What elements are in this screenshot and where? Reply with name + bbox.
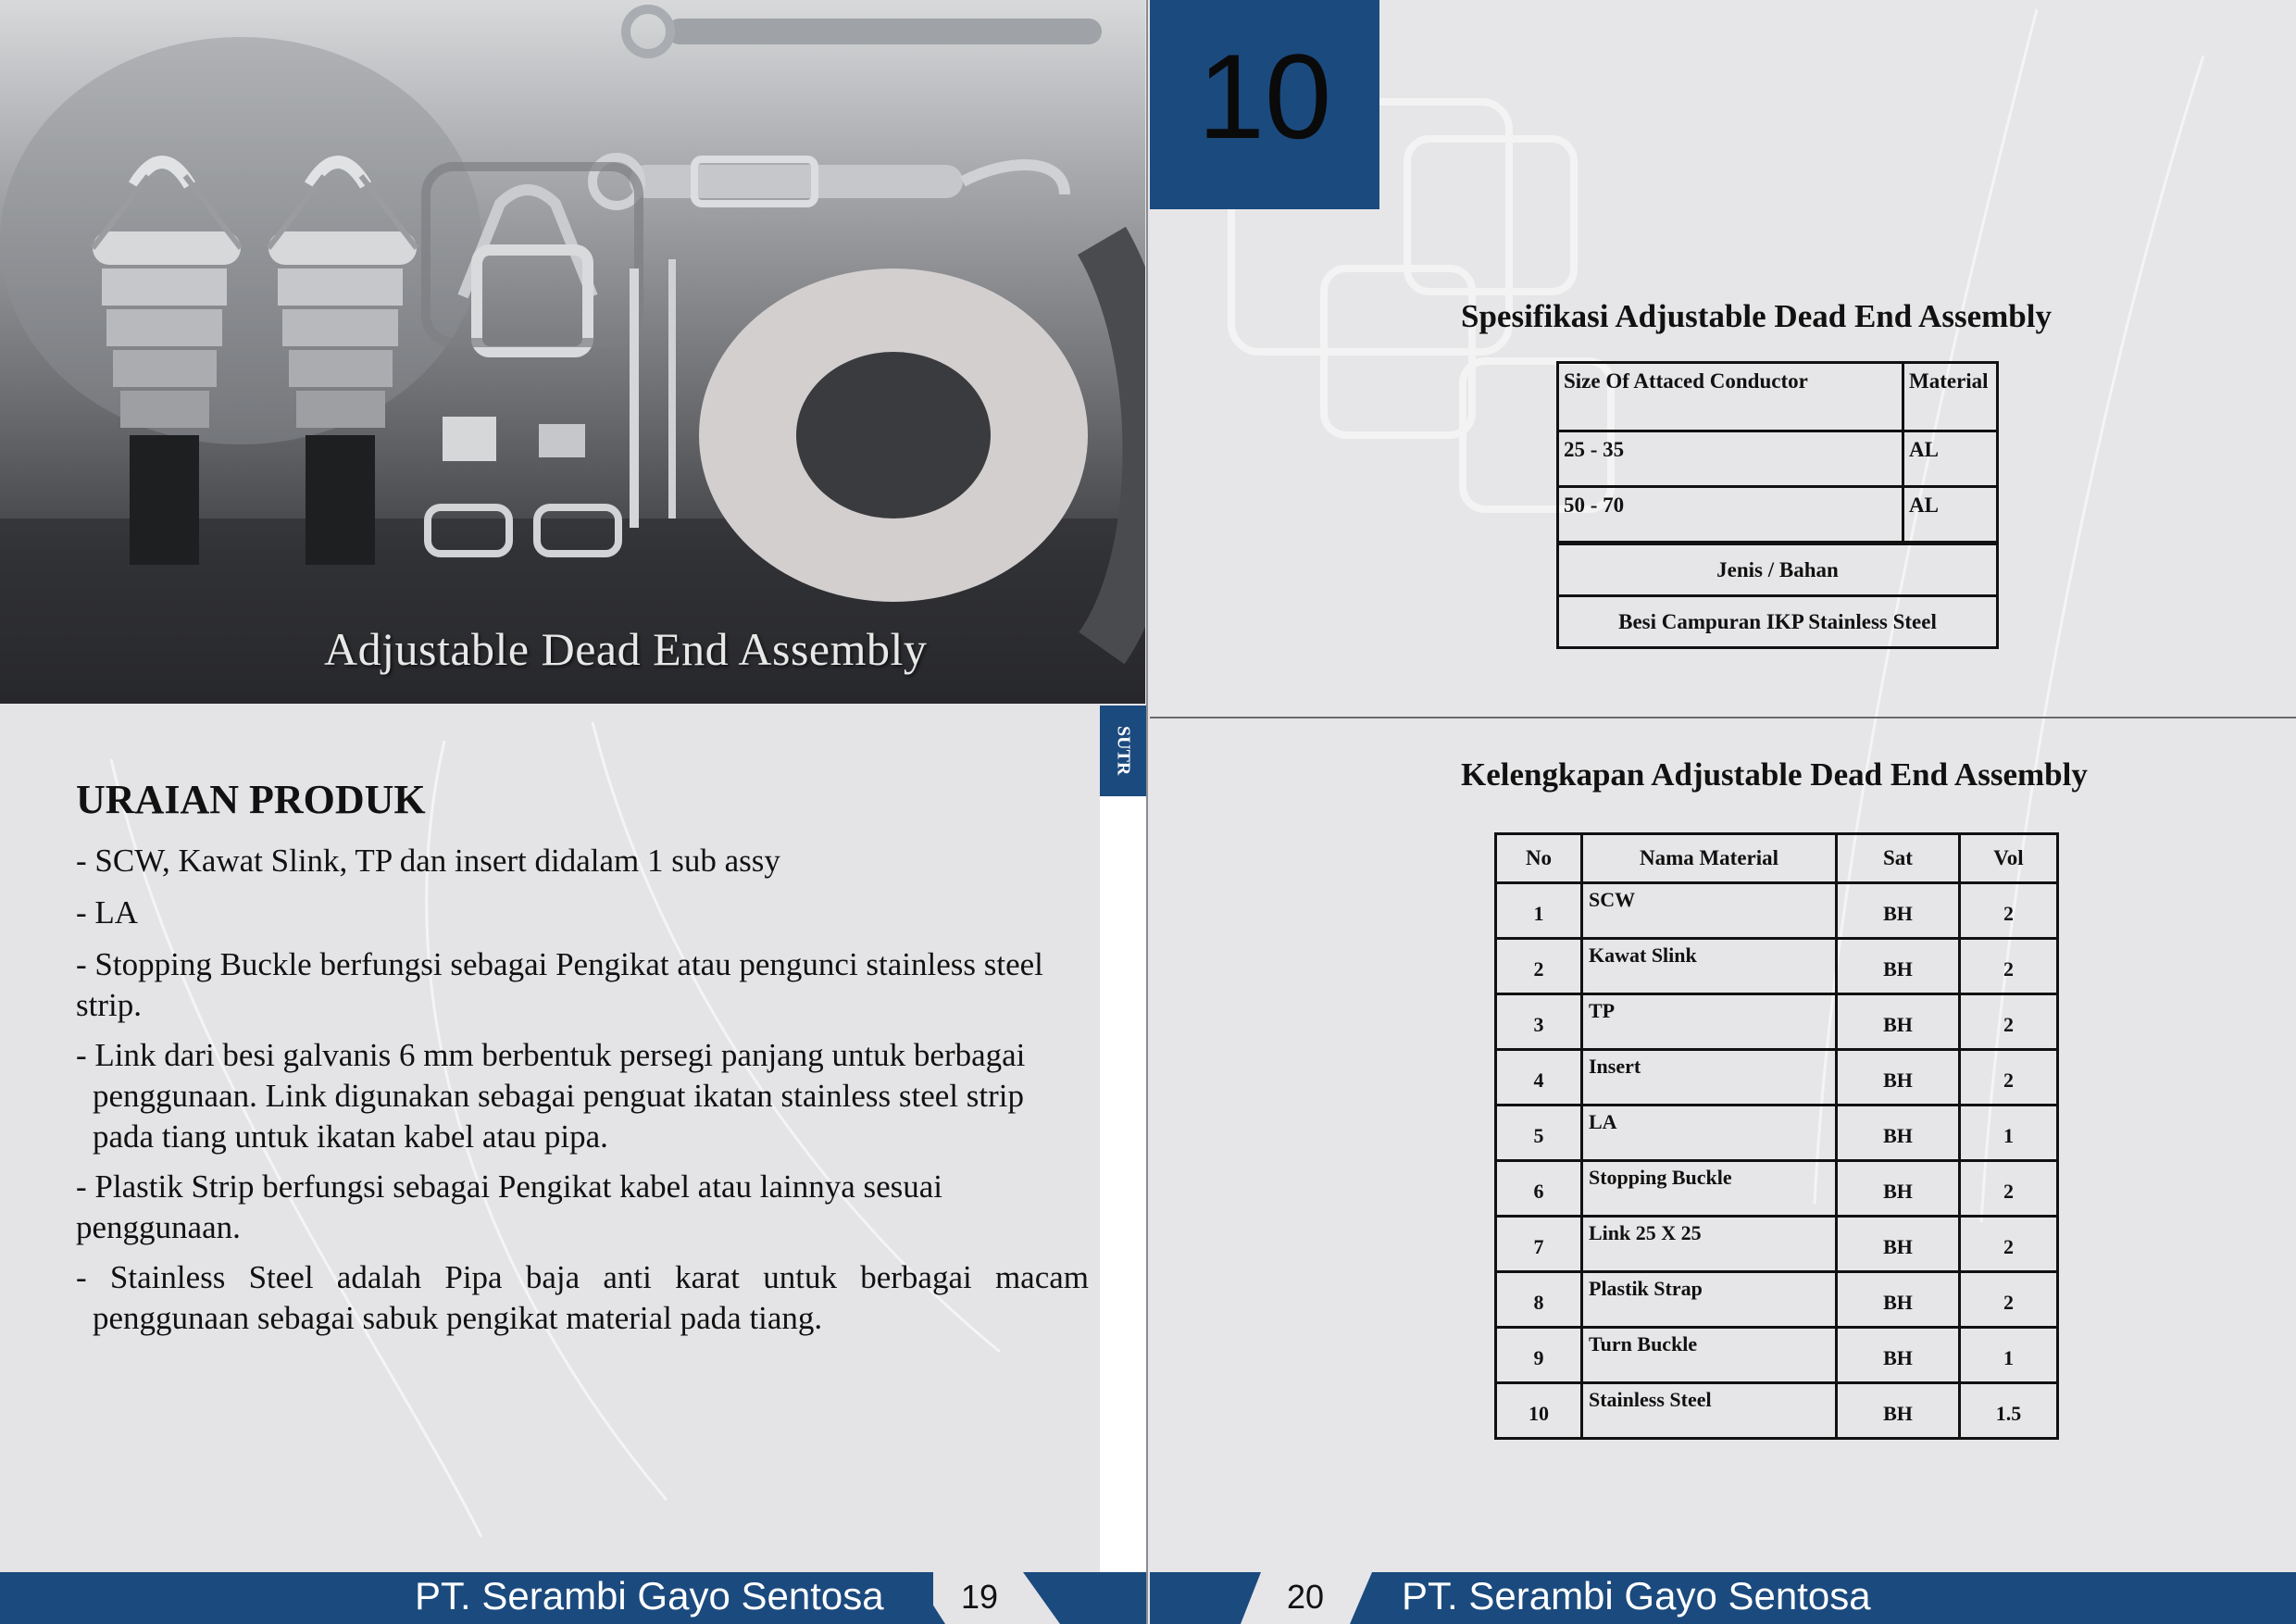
spec-cell: 25 - 35 bbox=[1558, 431, 1903, 487]
section-title: URAIAN PRODUK bbox=[76, 777, 426, 822]
cell-vol: 2 bbox=[1960, 883, 2058, 939]
cell-no: 1 bbox=[1496, 883, 1582, 939]
table-row bbox=[1558, 431, 1998, 487]
footer-company-left: PT. Serambi Gayo Sentosa bbox=[415, 1574, 884, 1618]
kelengkapan-title: Kelengkapan Adjustable Dead End Assembly bbox=[1461, 756, 2088, 793]
description-item: - Plastik Strip berfungsi sebagai Pengikat kabel atau lainnya sesuai penggunaan. bbox=[76, 1168, 943, 1245]
jenis-table bbox=[1556, 543, 1999, 649]
table-row bbox=[1496, 1161, 2058, 1217]
col-header-nama: Nama Material bbox=[1582, 834, 1837, 883]
cell-nama: Link 25 X 25 bbox=[1582, 1217, 1837, 1272]
cell-vol: 2 bbox=[1960, 1161, 2058, 1217]
cell-no: 6 bbox=[1496, 1161, 1582, 1217]
table-row bbox=[1496, 1217, 2058, 1272]
cell-nama: Insert bbox=[1582, 1050, 1837, 1106]
cell-nama: LA bbox=[1582, 1106, 1837, 1161]
book-spine bbox=[1146, 0, 1148, 1624]
cell-sat: BH bbox=[1837, 1106, 1960, 1161]
cell-sat: BH bbox=[1837, 939, 1960, 994]
table-row bbox=[1558, 487, 1998, 543]
kelengkapan-table bbox=[1494, 832, 2059, 1440]
spec-cell: AL bbox=[1903, 487, 1998, 543]
cell-vol: 2 bbox=[1960, 1272, 2058, 1328]
cell-nama: Stainless Steel bbox=[1582, 1383, 1837, 1439]
table-row bbox=[1496, 1328, 2058, 1383]
cell-no: 7 bbox=[1496, 1217, 1582, 1272]
cell-sat: BH bbox=[1837, 994, 1960, 1050]
cell-no: 8 bbox=[1496, 1272, 1582, 1328]
cell-no: 4 bbox=[1496, 1050, 1582, 1106]
description-item: - LA bbox=[76, 894, 139, 931]
description-item: - SCW, Kawat Slink, TP dan insert didalam 1 sub assy bbox=[76, 843, 780, 879]
cell-nama: SCW bbox=[1582, 883, 1837, 939]
cell-nama: Stopping Buckle bbox=[1582, 1161, 1837, 1217]
spec-table bbox=[1556, 361, 1999, 543]
description-item: - Stainless Steel adalah Pipa baja anti karat untuk berbagai macam penggunaan sebagai sabuk pengikat material pada tiang. bbox=[76, 1259, 1089, 1336]
table-row bbox=[1496, 1106, 2058, 1161]
col-header-no: No bbox=[1496, 834, 1582, 883]
section-divider bbox=[1150, 717, 2296, 718]
cell-no: 10 bbox=[1496, 1383, 1582, 1439]
spec-header-material: Material bbox=[1903, 363, 1998, 431]
page-edge-strip bbox=[1100, 796, 1146, 1574]
cell-vol: 2 bbox=[1960, 1050, 2058, 1106]
cell-sat: BH bbox=[1837, 1383, 1960, 1439]
footer-page-tab-right bbox=[1150, 1572, 1409, 1624]
description-item: - Link dari besi galvanis 6 mm berbentuk persegi panjang untuk berbagai penggunaan. Link digunakan sebagai penguat ikatan stainless steel strip pada tiang untuk ikatan kabel atau pipa. bbox=[76, 1037, 1026, 1155]
cell-nama: Turn Buckle bbox=[1582, 1328, 1837, 1383]
spec-title: Spesifikasi Adjustable Dead End Assembly bbox=[1461, 298, 2052, 334]
spec-cell: 50 - 70 bbox=[1558, 487, 1903, 543]
photo-caption: Adjustable Dead End Assembly bbox=[324, 623, 928, 675]
col-header-vol: Vol bbox=[1960, 834, 2058, 883]
cell-no: 9 bbox=[1496, 1328, 1582, 1383]
side-tab-label: SUTR bbox=[1113, 726, 1134, 776]
footer-page-tab-left bbox=[912, 1572, 1153, 1624]
description-item: - Stopping Buckle berfungsi sebagai Pengikat atau pengunci stainless steel strip. bbox=[76, 946, 1043, 1023]
table-row bbox=[1496, 939, 2058, 994]
cell-sat: BH bbox=[1837, 883, 1960, 939]
col-header-sat: Sat bbox=[1837, 834, 1960, 883]
cell-vol: 2 bbox=[1960, 1217, 2058, 1272]
cell-nama: Plastik Strap bbox=[1582, 1272, 1837, 1328]
jenis-value: Besi Campuran IKP Stainless Steel bbox=[1558, 596, 1998, 648]
cell-sat: BH bbox=[1837, 1328, 1960, 1383]
table-row bbox=[1496, 1383, 2058, 1439]
spec-header-size: Size Of Attaced Conductor bbox=[1558, 363, 1903, 431]
cell-vol: 1.5 bbox=[1960, 1383, 2058, 1439]
table-row bbox=[1496, 883, 2058, 939]
page-number-right: 20 bbox=[1287, 1578, 1325, 1616]
cell-sat: BH bbox=[1837, 1217, 1960, 1272]
product-illustration bbox=[0, 0, 1145, 704]
cell-vol: 2 bbox=[1960, 939, 2058, 994]
cell-vol: 1 bbox=[1960, 1106, 2058, 1161]
footer-company-right: PT. Serambi Gayo Sentosa bbox=[1402, 1574, 1871, 1618]
cell-sat: BH bbox=[1837, 1050, 1960, 1106]
jenis-header: Jenis / Bahan bbox=[1558, 544, 1998, 596]
cell-no: 5 bbox=[1496, 1106, 1582, 1161]
cell-sat: BH bbox=[1837, 1272, 1960, 1328]
page-number-left: 19 bbox=[961, 1578, 999, 1616]
cell-nama: Kawat Slink bbox=[1582, 939, 1837, 994]
table-row bbox=[1496, 994, 2058, 1050]
cell-vol: 1 bbox=[1960, 1328, 2058, 1383]
cell-no: 2 bbox=[1496, 939, 1582, 994]
table-row bbox=[1496, 1050, 2058, 1106]
cell-no: 3 bbox=[1496, 994, 1582, 1050]
product-photo bbox=[0, 0, 1145, 704]
table-row bbox=[1496, 1272, 2058, 1328]
cell-vol: 2 bbox=[1960, 994, 2058, 1050]
spec-cell: AL bbox=[1903, 431, 1998, 487]
cell-nama: TP bbox=[1582, 994, 1837, 1050]
item-number: 10 bbox=[1197, 29, 1332, 164]
cell-sat: BH bbox=[1837, 1161, 1960, 1217]
